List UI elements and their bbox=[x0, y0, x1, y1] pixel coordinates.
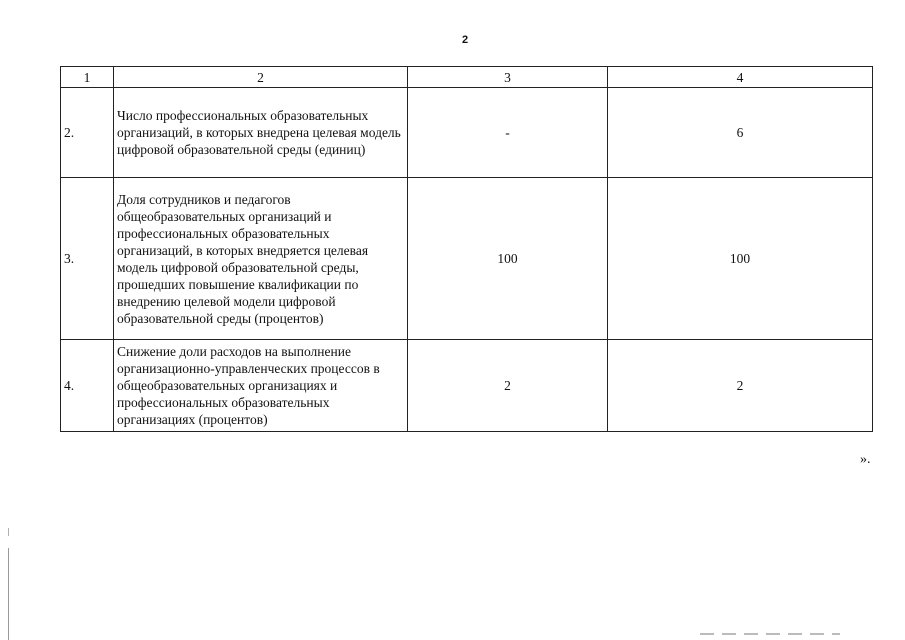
table-row bbox=[61, 178, 873, 340]
row-number: 3. bbox=[61, 178, 114, 340]
row-number: 2. bbox=[61, 88, 114, 178]
column-header: 4 bbox=[608, 67, 873, 88]
scan-artifact bbox=[8, 548, 9, 640]
indicator-name: Число профессиональных образовательных организаций, в которых внедрена целевая модель цифровой образовательной среды (единиц) bbox=[114, 88, 408, 178]
indicator-name: Доля сотрудников и педагогов общеобразовательных организаций и профессиональных образовательных организаций, в которых внедряется целевая модель цифровой образовательной среды, прошедших повышение квалификации по внедрению целевой модели цифровой образовательной среды (процентов) bbox=[114, 178, 408, 340]
page-number: 2 bbox=[461, 34, 469, 46]
indicator-value-col3: - bbox=[408, 88, 608, 178]
indicator-value-col4: 2 bbox=[608, 340, 873, 432]
table-header-row bbox=[61, 67, 873, 88]
column-header: 1 bbox=[61, 67, 114, 88]
column-header: 3 bbox=[408, 67, 608, 88]
indicator-value-col4: 100 bbox=[608, 178, 873, 340]
table-row bbox=[61, 88, 873, 178]
column-header: 2 bbox=[114, 67, 408, 88]
scan-artifact bbox=[700, 633, 840, 635]
indicator-value-col4: 6 bbox=[608, 88, 873, 178]
scan-artifact bbox=[8, 528, 9, 536]
indicator-value-col3: 2 bbox=[408, 340, 608, 432]
closing-quote: ». bbox=[860, 452, 871, 467]
indicator-value-col3: 100 bbox=[408, 178, 608, 340]
indicators-table bbox=[60, 66, 873, 432]
table-row bbox=[61, 340, 873, 432]
indicator-name: Снижение доли расходов на выполнение организационно-управленческих процессов в общеобразовательных организациях и профессиональных образовательных организациях (процентов) bbox=[114, 340, 408, 432]
row-number: 4. bbox=[61, 340, 114, 432]
